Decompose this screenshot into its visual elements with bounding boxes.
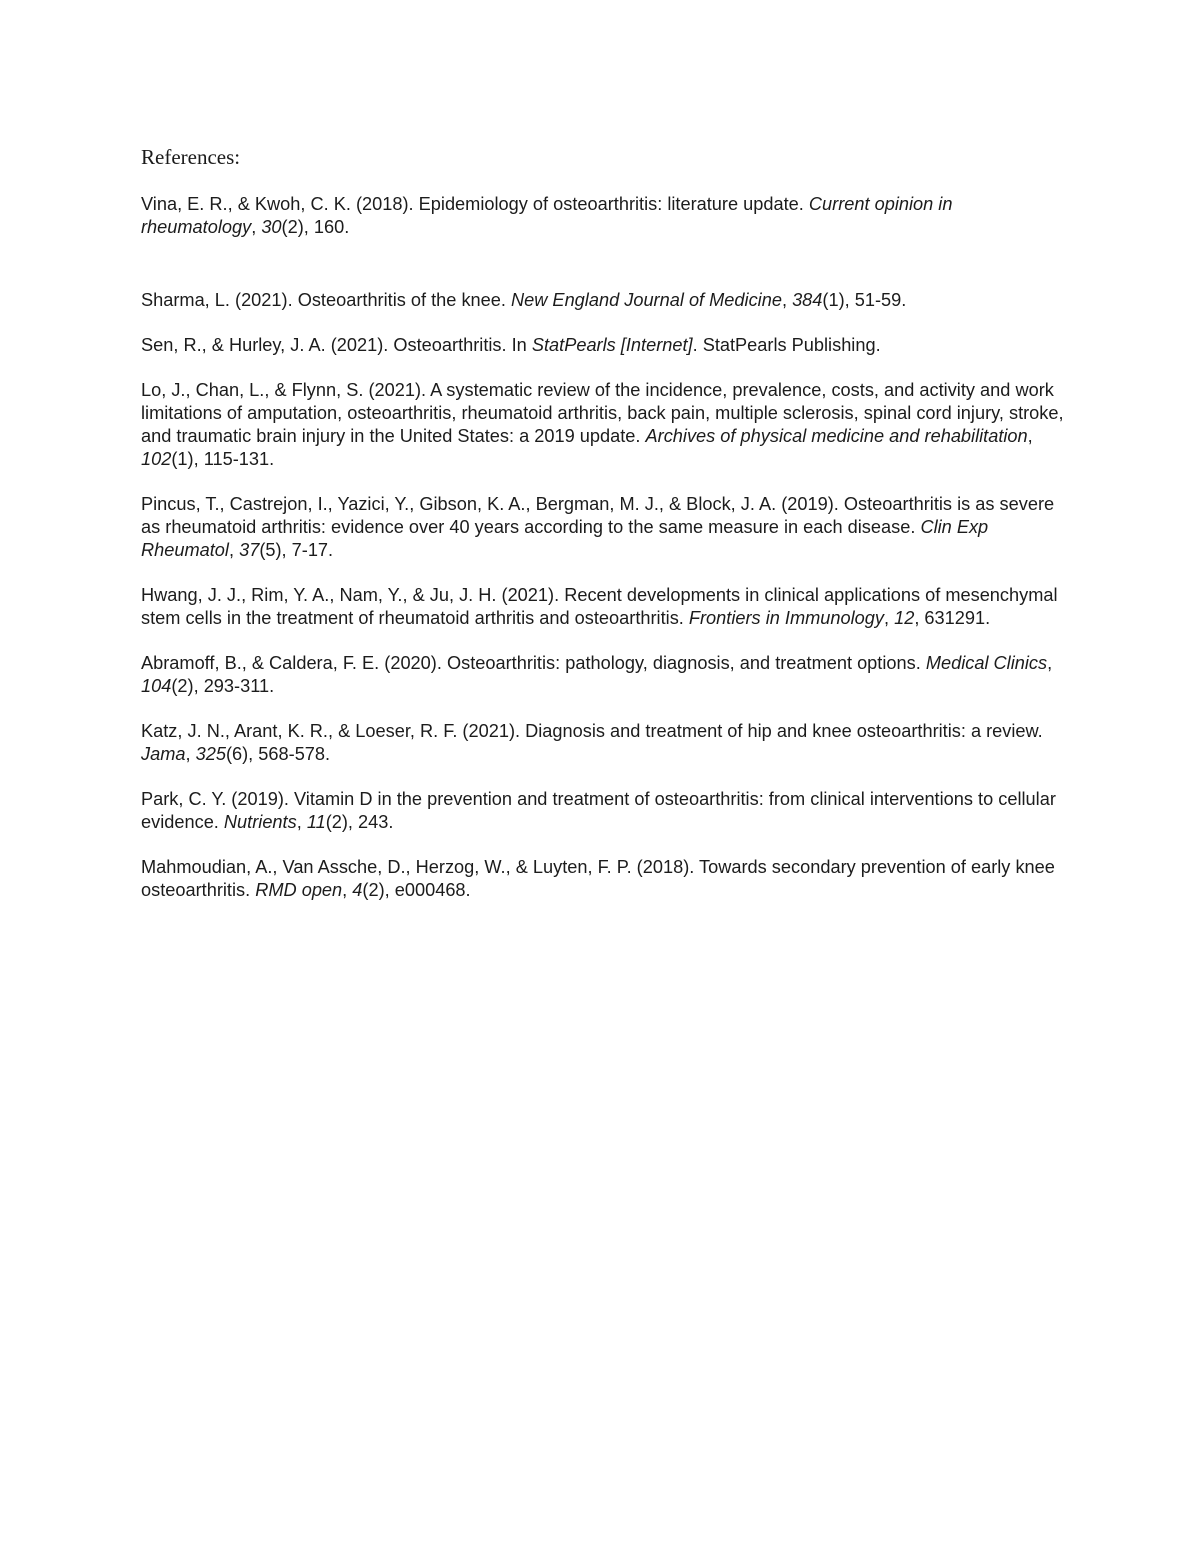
reference-item (141, 856, 1066, 902)
reference-volume: 4 (352, 880, 363, 900)
reference-pages: (2), e000468. (362, 880, 471, 900)
reference-journal: Jama (141, 744, 186, 764)
reference-journal: Current opinion in rheumatology (141, 194, 953, 237)
reference-journal: Medical Clinics (925, 653, 1048, 673)
reference-volume: 37 (239, 540, 260, 560)
reference-separator: , (228, 540, 240, 560)
reference-item (141, 720, 1066, 766)
reference-item (141, 788, 1066, 834)
reference-separator: , (1047, 653, 1053, 673)
reference-list (141, 193, 1066, 902)
reference-item (141, 584, 1066, 630)
reference-volume: 30 (261, 217, 282, 237)
reference-volume: 384 (792, 290, 823, 310)
reference-text: Hwang, J. J., Rim, Y. A., Nam, Y., & Ju, J. H. (2021). Recent developments in clinical applications of mesenchymal stem cells in the treatment of rheumatoid arthritis and osteoarthritis. (141, 585, 1058, 628)
reference-item (141, 334, 1066, 357)
reference-volume: 102 (141, 449, 172, 469)
reference-text: Sen, R., & Hurley, J. A. (2021). Osteoarthritis. In (141, 335, 532, 355)
reference-journal: StatPearls [Internet] (531, 335, 693, 355)
reference-pages: (5), 7-17. (259, 540, 334, 560)
reference-pages: (2), 160. (281, 217, 350, 237)
reference-pages: (6), 568-578. (225, 744, 331, 764)
reference-text: Katz, J. N., Arant, K. R., & Loeser, R. F. (2021). Diagnosis and treatment of hip and knee osteoarthritis: a review. (141, 721, 1043, 741)
reference-journal: Archives of physical medicine and rehabilitation (645, 426, 1028, 446)
reference-text: Mahmoudian, A., Van Assche, D., Herzog, W., & Luyten, F. P. (2018). Towards secondary prevention of early knee osteoarthritis. (141, 857, 1055, 900)
reference-item (141, 289, 1066, 312)
reference-item (141, 379, 1066, 471)
reference-item (141, 493, 1066, 562)
references-heading: References: (141, 145, 241, 169)
reference-journal: Frontiers in Immunology (688, 608, 884, 628)
reference-text: Park, C. Y. (2019). Vitamin D in the prevention and treatment of osteoarthritis: from clinical interventions to cellular evidence. (141, 789, 1056, 832)
reference-separator: , (342, 880, 353, 900)
reference-separator: , (1027, 426, 1033, 446)
reference-separator: , (185, 744, 196, 764)
reference-text: Pincus, T., Castrejon, I., Yazici, Y., Gibson, K. A., Bergman, M. J., & Block, J. A. (2019). Osteoarthritis is as severe as rheumatoid arthritis: evidence over 40 years according to the same measure in each disease. (141, 494, 1055, 537)
reference-journal: RMD open (255, 880, 343, 900)
reference-volume: 11 (306, 812, 326, 832)
reference-text: Vina, E. R., & Kwoh, C. K. (2018). Epidemiology of osteoarthritis: literature update. (141, 194, 809, 214)
reference-journal: Clin Exp Rheumatol (141, 517, 989, 560)
reference-item (141, 652, 1066, 698)
reference-text: Lo, J., Chan, L., & Flynn, S. (2021). A systematic review of the incidence, prevalence, costs, and activity and work limitations of amputation, osteoarthritis, rheumatoid arthritis, back pain, multiple sclerosis, spinal cord injury, stroke, and traumatic brain injury in the United States: a 2019 update. (141, 380, 1064, 446)
reference-pages: (1), 51-59. (822, 290, 907, 310)
reference-separator: , (781, 290, 793, 310)
reference-separator: , (251, 217, 262, 237)
reference-journal: Nutrients (223, 812, 297, 832)
reference-pages: (1), 115-131. (171, 449, 275, 469)
reference-journal: New England Journal of Medicine (511, 290, 782, 310)
reference-volume: 325 (195, 744, 226, 764)
reference-separator: , (883, 608, 895, 628)
reference-text: Abramoff, B., & Caldera, F. E. (2020). Osteoarthritis: pathology, diagnosis, and treatment options. (141, 653, 926, 673)
reference-pages: , 631291. (914, 608, 991, 628)
reference-separator: , (296, 812, 307, 832)
reference-item (141, 193, 1066, 239)
reference-text: Sharma, L. (2021). Osteoarthritis of the knee. (141, 290, 511, 310)
reference-volume: 12 (894, 608, 915, 628)
reference-pages: (2), 293-311. (171, 676, 275, 696)
reference-volume: 104 (141, 676, 172, 696)
reference-separator: . StatPearls Publishing. (692, 335, 881, 355)
reference-pages: (2), 243. (325, 812, 394, 832)
